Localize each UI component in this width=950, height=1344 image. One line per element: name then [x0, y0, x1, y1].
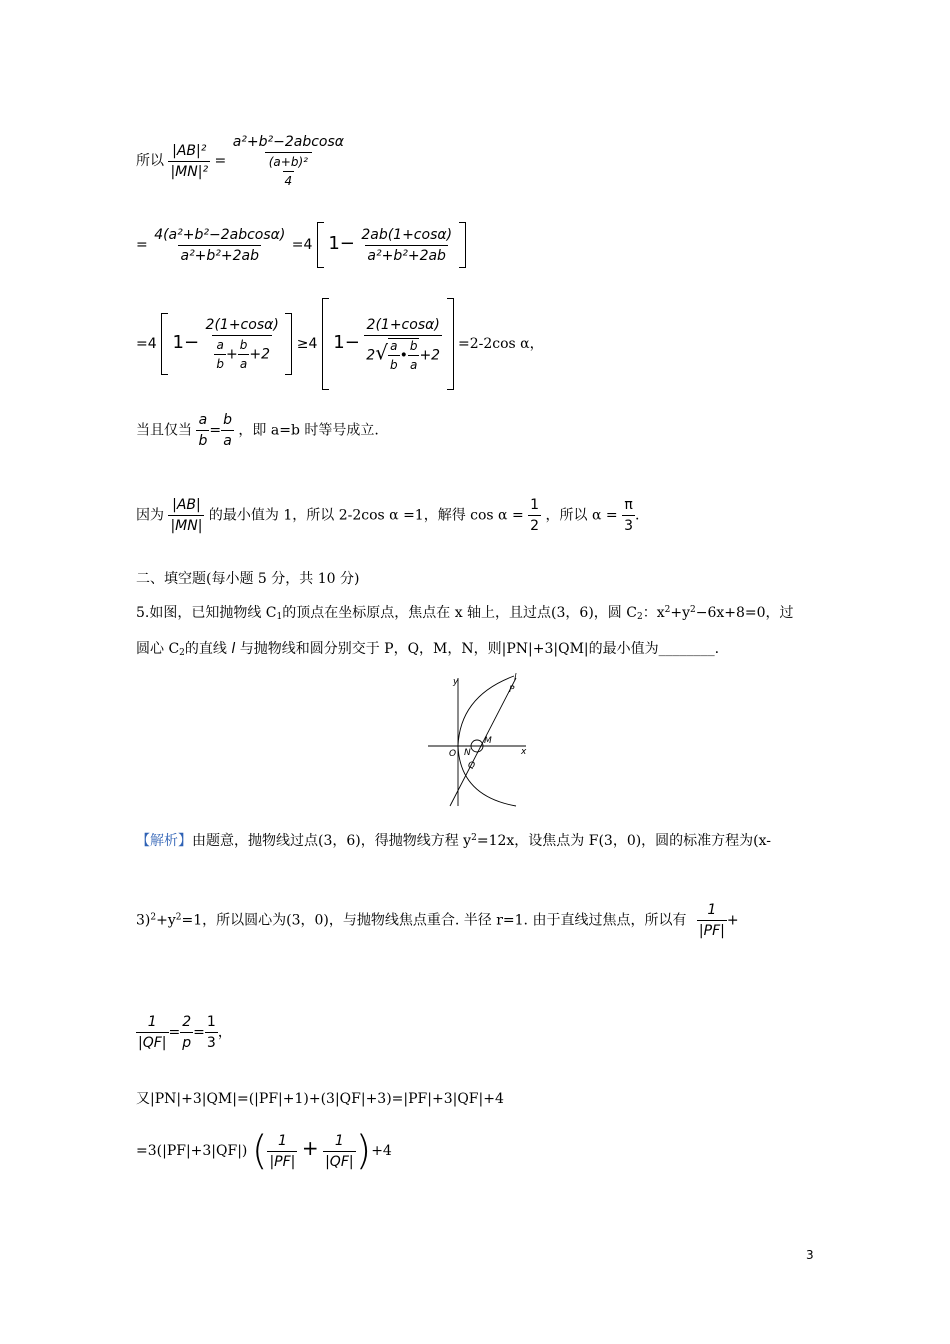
fraction-ab-cos: $\frac{2ab(1+\cos\alpha)}{\text{a²+b²+2ab}}$	[361, 226, 453, 264]
label-n: N	[464, 748, 471, 758]
fraction-expanded: $\frac{\text{4(a²+b²−2abcosα)}}{\text{a²+b²+2ab}}$	[154, 226, 286, 264]
label-p: P	[509, 685, 515, 695]
right-paren: )	[355, 1128, 372, 1174]
solution-line-2: $3)^2+y^2=1$，所以圆心为(3，0)，与抛物线焦点重合. 半径 r=1. 由于直线过焦点，所以有 $\frac{1}{|PF|}$ +	[136, 902, 739, 939]
radicand: $\frac{a}{b}$ • $\frac{b}{a}$	[389, 338, 418, 372]
fraction-one-over-pf: $\frac{1}{|PF|}$	[698, 902, 725, 939]
question-5-line-1: 5.如图，已知抛物线 $C_1$的顶点在坐标原点，焦点在 x 轴上，且过点(3，6)，圆 $C_2$：$x^2+y^2-6x+8=0$，过	[136, 605, 794, 622]
parabola-circle-figure	[420, 672, 530, 812]
left-bracket	[322, 298, 329, 390]
label-q: Q	[468, 761, 476, 771]
text-conclusion: 因为 $\frac{|AB|}{|MN|}$ 的最小值为 1，所以 2-2cos α =1，解得 cos α = $\frac{1}{2}$ ，所以 α = $\frac{\pi}{3}$ .	[136, 497, 640, 534]
fraction-one-over-qf: $\frac{1}{|QF|}$	[138, 1014, 167, 1051]
label-m: M	[484, 736, 492, 746]
solution-line-1: 【解析】由题意，抛物线过点(3，6)，得抛物线方程 $y^2=12x$，设焦点为 F(3，0)，圆的标准方程为(x-	[136, 833, 772, 849]
solution-line-4: 又|PN|+3|QM|=(|PF|+1)+(3|QF|+3)=|PF|+3|QF|+4	[136, 1091, 504, 1107]
text-prefix: 所以	[136, 153, 164, 169]
sqrt-icon: √	[375, 340, 388, 364]
label-y: y	[453, 677, 459, 687]
formula-row-2: = $\frac{\text{4(a²+b²−2abcosα)}}{\text{a²+b²+2ab}}$ =4 1− $\frac{2ab(1+\cos\alpha)}{\text{a²+b²+2ab}}$	[136, 222, 466, 268]
question-5-line-2: 圆心 $C_2$的直线 l 与抛物线和圆分别交于 P，Q，M，N，则|PN|+3|QM|的最小值为________.	[136, 641, 720, 658]
left-paren: (	[251, 1128, 268, 1174]
fraction-a-over-b-sum: 2(1+cosα) $\frac{a}{b}$ + $\frac{b}{a}$ +2	[205, 317, 279, 371]
label-x: x	[521, 747, 527, 757]
solution-line-5: =3(|PF|+3|QF|) ( $\frac{1}{|PF|}$ + $\frac{1}{|QF|}$ )+4	[136, 1128, 392, 1174]
line-l	[450, 678, 516, 806]
label-l: l	[514, 673, 517, 683]
solution-tag: 【解析】	[136, 833, 192, 849]
left-bracket	[161, 313, 168, 375]
section-heading: 二、填空题(每小题 5 分，共 10 分)	[136, 571, 360, 587]
page-number: 3	[806, 1248, 814, 1262]
right-bracket	[459, 222, 466, 268]
formula-row-3: =4 1− 2(1+cosα) $\frac{a}{b}$ + $\frac{b}{a}$ +2 ≥4 1− 2(1+cosα) 2√ $\frac{a}{b}$ • $\frac{b}{a}$ +2 =2-2cos α，	[136, 298, 544, 390]
right-bracket	[447, 298, 454, 390]
text-equality-condition: 当且仅当 $\frac{a}{b}$ = $\frac{b}{a}$ ，即 a=b 时等号成立.	[136, 412, 379, 449]
formula-row-1: 所以 $\frac{\text{|AB|²}}{\text{|MN|²}}$ = $\frac{\text{a²+b²−2abcosα}}{\frac{\text{(a+b)²}}{4}}$	[136, 134, 345, 188]
fraction-cosine-law: $\frac{\text{a²+b²−2abcosα}}{\frac{\text{(a+b)²}}{4}}$	[232, 134, 345, 188]
left-bracket	[317, 222, 324, 268]
fraction-ab-mn-squared: $\frac{\text{|AB|²}}{\text{|MN|²}}$	[170, 142, 209, 180]
right-bracket	[285, 313, 292, 375]
solution-line-3: $\frac{1}{|QF|}$ = $\frac{2}{p}$ = $\frac{1}{3}$ ，	[138, 1014, 232, 1051]
fraction-sum-squared-over-four: $\frac{\text{(a+b)²}}{4}$	[268, 155, 308, 188]
label-o: O	[449, 749, 457, 759]
fraction-am-gm: 2(1+cosα) 2√ $\frac{a}{b}$ • $\frac{b}{a}$ +2	[366, 316, 441, 372]
